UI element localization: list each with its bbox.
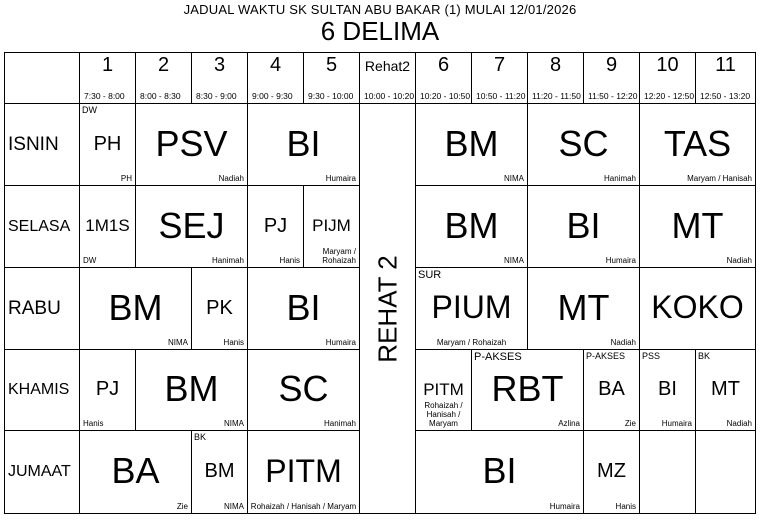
period-time: 11:20 - 11:50	[532, 91, 581, 101]
break-label: REHAT 2	[372, 254, 402, 363]
period-number: 7	[493, 54, 506, 76]
subject-code: PIUM	[431, 289, 512, 325]
teacher-name: Azlina	[558, 419, 580, 428]
teacher-name: Humaira	[549, 502, 580, 511]
day-cell-rabu	[4, 268, 80, 350]
period-header	[472, 52, 528, 104]
subject-cell[interactable]	[416, 268, 528, 350]
teacher-name: Hanimah	[603, 174, 636, 183]
subject-code: TAS	[663, 123, 732, 164]
day-label: ISNIN	[8, 133, 59, 155]
period-header	[80, 52, 136, 104]
subject-code: MT	[711, 378, 740, 400]
teacher-name: Hanimah	[323, 419, 356, 428]
subject-cell[interactable]	[80, 350, 136, 431]
teacher-name: Rohaizah / Hanisah / Maryam	[424, 401, 463, 428]
slot-tag: BK	[194, 432, 207, 442]
subject-code: BA	[111, 450, 160, 491]
subject-cell[interactable]	[416, 104, 528, 186]
teacher-name: Rohaizah / Hanisah / Maryam	[250, 502, 357, 511]
subject-cell[interactable]	[248, 268, 360, 350]
subject-code: BM	[108, 287, 163, 328]
period-number: 10	[656, 54, 679, 76]
teacher-name: Zie	[176, 502, 188, 511]
subject-cell[interactable]	[304, 186, 360, 268]
day-label: RABU	[8, 297, 61, 319]
period-number: 6	[437, 54, 450, 76]
break-column	[360, 104, 416, 514]
subject-cell[interactable]	[416, 350, 472, 431]
period-header	[640, 52, 696, 104]
subject-cell[interactable]	[136, 350, 248, 431]
day-label: KHAMIS	[8, 381, 70, 398]
subject-code: BM	[444, 205, 499, 246]
subject-cell[interactable]	[696, 431, 756, 514]
subject-cell[interactable]	[640, 350, 696, 431]
slot-tag: SUR	[418, 269, 442, 281]
subject-code: PITM	[423, 380, 464, 399]
teacher-name: Humaira	[661, 419, 692, 428]
subject-code: BI	[566, 205, 601, 246]
period-time: 12:50 - 13:20	[700, 91, 751, 101]
teacher-name: NIMA	[224, 502, 244, 511]
subject-cell[interactable]	[248, 104, 360, 186]
subject-cell[interactable]	[192, 268, 248, 350]
teacher-name: Maryam / Hanisah	[687, 174, 752, 183]
subject-cell[interactable]	[136, 104, 248, 186]
day-label: SELASA	[8, 217, 71, 235]
subject-code: MT	[671, 205, 724, 246]
period-number: 2	[157, 54, 170, 76]
subject-cell[interactable]	[80, 186, 136, 268]
teacher-name: Hanis	[83, 419, 104, 428]
period-number: 3	[213, 54, 226, 76]
subject-code: SEJ	[158, 205, 225, 246]
teacher-name: NIMA	[504, 256, 524, 265]
subject-code: SC	[558, 123, 609, 164]
subject-cell[interactable]	[640, 268, 756, 350]
class-name: 6 DELIMA	[320, 16, 440, 46]
subject-cell[interactable]	[584, 350, 640, 431]
subject-cell[interactable]	[80, 431, 192, 514]
period-time: 10:50 - 11:20	[476, 91, 526, 101]
subject-code: PITM	[265, 453, 342, 489]
teacher-name: Hanis	[615, 502, 636, 511]
subject-code: PIJM	[312, 216, 351, 235]
slot-tag: PSS	[642, 351, 661, 361]
subject-cell[interactable]	[528, 104, 640, 186]
subject-code: PK	[206, 297, 233, 319]
subject-cell[interactable]	[528, 268, 640, 350]
subject-code: BM	[164, 368, 219, 409]
period-time: 11:50 - 12:20	[588, 91, 638, 101]
teacher-name: Humaira	[325, 174, 356, 183]
subject-code: PJ	[95, 378, 120, 400]
teacher-name: PH	[120, 174, 132, 183]
subject-code: SC	[278, 368, 329, 409]
day-cell-jumaat	[4, 431, 80, 514]
subject-code: BI	[286, 287, 321, 328]
subject-cell[interactable]	[136, 186, 248, 268]
period-number: 4	[269, 54, 282, 76]
period-header	[528, 52, 584, 104]
period-header	[584, 52, 640, 104]
day-cell-selasa	[4, 186, 80, 268]
period-time: 10:20 - 10:50	[420, 91, 471, 101]
subject-code: MZ	[597, 460, 626, 482]
subject-cell[interactable]	[80, 104, 136, 186]
subject-code: BM	[204, 460, 235, 482]
subject-cell[interactable]	[80, 268, 192, 350]
teacher-name: Hanimah	[211, 256, 244, 265]
slot-tag: BK	[698, 351, 711, 361]
period-time: 12:20 - 12:50	[644, 91, 695, 101]
period-header	[416, 52, 472, 104]
period-time: 9:30 - 10:00	[308, 91, 354, 101]
corner-cell	[4, 52, 80, 104]
subject-code: PH	[93, 133, 122, 155]
subject-cell[interactable]	[640, 431, 696, 514]
subject-cell[interactable]	[696, 350, 756, 431]
teacher-name: Hanis	[223, 338, 244, 347]
teacher-name: DW	[83, 256, 97, 265]
subject-cell[interactable]	[192, 431, 248, 514]
slot-tag: P-AKSES	[474, 351, 522, 363]
subject-cell[interactable]	[416, 431, 584, 514]
period-time: 10:00 - 10:20	[364, 91, 415, 101]
subject-cell[interactable]	[416, 186, 528, 268]
subject-code: RBT	[491, 368, 564, 409]
period-time: 8:30 - 9:00	[196, 91, 237, 101]
day-cell-isnin	[4, 104, 80, 186]
period-header	[136, 52, 192, 104]
teacher-name: Nadiah	[726, 419, 752, 428]
subject-code: BI	[482, 450, 517, 491]
period-header	[248, 52, 304, 104]
teacher-name: Hanis	[279, 256, 300, 265]
subject-code: BA	[598, 378, 625, 400]
teacher-name: Maryam / Rohaizah	[322, 247, 356, 265]
period-number: Rehat2	[364, 58, 411, 74]
period-header	[696, 52, 756, 104]
subject-code: 1M1S	[85, 216, 130, 235]
teacher-name: Humaira	[605, 256, 636, 265]
period-number: 9	[605, 54, 618, 76]
day-cell-khamis	[4, 350, 80, 431]
period-number: 5	[325, 54, 338, 76]
teacher-name: Humaira	[325, 338, 356, 347]
teacher-name: Nadiah	[726, 256, 752, 265]
subject-cell[interactable]	[584, 431, 640, 514]
teacher-name: Zie	[624, 419, 636, 428]
day-label: JUMAAT	[8, 463, 71, 480]
teacher-name: NIMA	[504, 174, 524, 183]
teacher-name: Maryam / Rohaizah	[436, 338, 507, 347]
subject-cell[interactable]	[248, 431, 360, 514]
period-header	[360, 52, 416, 104]
subject-code: PSV	[155, 123, 228, 164]
subject-cell[interactable]	[528, 186, 640, 268]
teacher-name: NIMA	[224, 419, 244, 428]
period-number: 8	[549, 54, 562, 76]
teacher-name: NIMA	[168, 338, 188, 347]
period-number: 11	[715, 54, 736, 76]
subject-code: PJ	[263, 215, 288, 237]
teacher-name: Nadiah	[218, 174, 244, 183]
timetable-title: JADUAL WAKTU SK SULTAN ABU BAKAR (1) MULAI 12/01/2026	[183, 2, 577, 17]
subject-code: BM	[444, 123, 499, 164]
subject-cell[interactable]	[640, 104, 756, 186]
period-number: 1	[101, 54, 114, 76]
subject-code: MT	[557, 287, 610, 328]
subject-code: BI	[658, 378, 677, 400]
teacher-name: Nadiah	[610, 338, 636, 347]
period-header	[192, 52, 248, 104]
subject-cell[interactable]	[248, 186, 304, 268]
period-header	[304, 52, 360, 104]
subject-code: KOKO	[651, 289, 744, 325]
period-time: 9:00 - 9:30	[252, 91, 293, 101]
subject-code: BI	[286, 123, 321, 164]
subject-cell[interactable]	[248, 350, 360, 431]
subject-cell[interactable]	[640, 186, 756, 268]
period-time: 7:30 - 8:00	[84, 91, 125, 101]
slot-tag: P-AKSES	[586, 351, 626, 361]
period-time: 8:00 - 8:30	[140, 91, 181, 101]
slot-tag: DW	[82, 105, 97, 115]
subject-cell[interactable]	[472, 350, 584, 431]
